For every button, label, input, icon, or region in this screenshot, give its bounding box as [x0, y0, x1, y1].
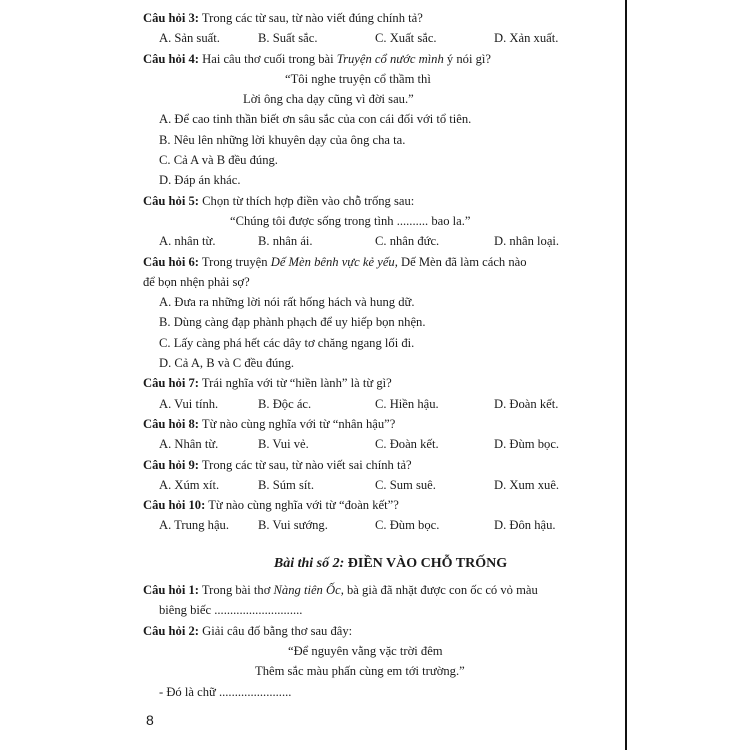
- question-text: Hai câu thơ cuối trong bài: [198, 51, 337, 66]
- question-text: Trong các từ sau, từ nào viết sai chính tả?: [198, 457, 412, 472]
- option-d: D. Xum xuê.: [494, 477, 560, 492]
- question-label: Câu hỏi 10:: [143, 498, 206, 513]
- section-heading-title: ĐIỀN VÀO CHỖ TRỐNG: [344, 555, 508, 571]
- option-a: A. Đưa ra những lời nói rất hống hách và hung dữ.: [159, 295, 415, 310]
- option-b: B. Suất sắc.: [258, 31, 318, 46]
- question-label: Câu hỏi 9:: [143, 457, 199, 472]
- option-c: C. Đùm bọc.: [375, 518, 440, 533]
- question-10: [143, 495, 618, 515]
- option-d: D. Xản xuất.: [494, 31, 559, 46]
- section2-question-2: [143, 621, 618, 641]
- section-heading-label: Bài thi số 2:: [273, 555, 345, 571]
- question-label: Câu hỏi 2:: [143, 623, 199, 638]
- question-label: Câu hỏi 7:: [143, 376, 199, 391]
- option-b: B. Độc ác.: [258, 396, 312, 411]
- question-7: [143, 373, 618, 393]
- option-a: A. Xúm xít.: [159, 477, 220, 492]
- question-8-options: [143, 434, 618, 454]
- page-content: [143, 8, 618, 702]
- option-c: C. Đoàn kết.: [375, 437, 439, 452]
- option-c: C. Cả A và B đều đúng.: [159, 153, 278, 168]
- section-heading: [143, 554, 618, 574]
- option-d: D. nhân loại.: [494, 234, 560, 249]
- question-text-end: ý nói gì?: [443, 51, 492, 66]
- page-number: 8: [146, 712, 154, 728]
- question-label: Câu hỏi 4:: [143, 51, 199, 66]
- question-label: Câu hỏi 6:: [143, 254, 199, 269]
- answer-blank-line: - Đó là chữ .......................: [159, 684, 292, 699]
- question-text-end: bà già đã nhặt được con ốc có vỏ màu: [343, 583, 538, 598]
- page-edge-line: [625, 0, 627, 750]
- option-a: A. nhân từ.: [159, 234, 216, 249]
- option-a: A. Trung hậu.: [159, 518, 229, 533]
- option-c: C. nhân đức.: [375, 234, 440, 249]
- question-9-options: [143, 475, 618, 495]
- question-text: Trái nghĩa với từ “hiền lành” là từ gì?: [198, 376, 392, 391]
- option-d: D. Đáp án khác.: [159, 173, 241, 188]
- fill-blank-quote: “Chúng tôi được sống trong tình .......... bao la.”: [230, 213, 471, 228]
- question-6-line-2: để bọn nhện phải sợ?: [143, 274, 250, 289]
- option-b: B. nhân ái.: [258, 234, 313, 249]
- question-8: [143, 414, 618, 434]
- question-text: Trong truyện: [198, 254, 271, 269]
- riddle-line-2: Thêm sắc màu phấn cùng em tới trường.”: [255, 664, 465, 679]
- option-a: A. Sản suất.: [159, 31, 220, 46]
- question-text: Chọn từ thích hợp điền vào chỗ trống sau:: [198, 193, 415, 208]
- option-a: A. Để cao tinh thần biết ơn sâu sắc của con cái đối với tổ tiên.: [159, 112, 472, 127]
- work-title: Dế Mèn bênh vực kẻ yếu,: [270, 254, 398, 269]
- option-a: A. Vui tính.: [159, 396, 219, 411]
- question-text-end: Dế Mèn đã làm cách nào: [397, 254, 527, 269]
- question-text: Trong các từ sau, từ nào viết đúng chính tả?: [198, 11, 423, 25]
- option-d: D. Đoàn kết.: [494, 396, 559, 411]
- option-c: C. Hiền hậu.: [375, 396, 439, 411]
- option-d: D. Đùm bọc.: [494, 437, 560, 452]
- question-9: [143, 455, 618, 475]
- option-b: B. Súm sít.: [258, 477, 314, 492]
- question-10-options: [143, 515, 618, 535]
- question-text: Từ nào cùng nghĩa với từ “nhân hậu”?: [198, 416, 396, 431]
- question-5: [143, 191, 618, 211]
- section2-question-1: [143, 580, 618, 600]
- option-c: C. Lấy càng phá hết các dây tơ chăng ngang lối đi.: [159, 335, 415, 350]
- option-b: B. Vui sướng.: [258, 518, 328, 533]
- option-c: C. Xuất sắc.: [375, 31, 437, 46]
- option-b: B. Dùng càng đạp phành phạch để uy hiếp bọn nhện.: [159, 315, 426, 330]
- question-text: Giải câu đố bằng thơ sau đây:: [198, 623, 353, 638]
- question-text: Từ nào cùng nghĩa với từ “đoàn kết”?: [205, 498, 399, 513]
- quote-line-1: “Tôi nghe truyện cổ thầm thì: [285, 71, 431, 86]
- question-3: [143, 8, 618, 28]
- work-title: Truyện cổ nước mình: [336, 51, 444, 66]
- option-d: D. Đôn hậu.: [494, 518, 556, 533]
- question-label: Câu hỏi 5:: [143, 193, 199, 208]
- question-6: [143, 252, 618, 272]
- question-4: [143, 49, 618, 69]
- quote-line-2: Lời ông cha dạy cũng vì đời sau.”: [243, 92, 414, 107]
- question-7-options: [143, 394, 618, 414]
- question-label: Câu hỏi 1:: [143, 583, 199, 598]
- question-3-options: [143, 28, 618, 48]
- riddle-line-1: “Để nguyên vằng vặc trời đêm: [288, 643, 443, 658]
- question-label: Câu hỏi 8:: [143, 416, 199, 431]
- fill-blank-line: biêng biếc ............................: [159, 603, 303, 618]
- option-c: C. Sum suê.: [375, 477, 436, 492]
- question-text: Trong bài thơ: [198, 583, 274, 598]
- question-5-options: [143, 231, 618, 251]
- option-d: D. Cả A, B và C đều đúng.: [159, 356, 295, 371]
- option-b: B. Nêu lên những lời khuyên dạy của ông cha ta.: [159, 132, 406, 147]
- option-b: B. Vui vẻ.: [258, 437, 309, 452]
- question-label: Câu hỏi 3:: [143, 11, 199, 25]
- work-title: Nàng tiên Ốc,: [273, 583, 344, 598]
- option-a: A. Nhân từ.: [159, 437, 219, 452]
